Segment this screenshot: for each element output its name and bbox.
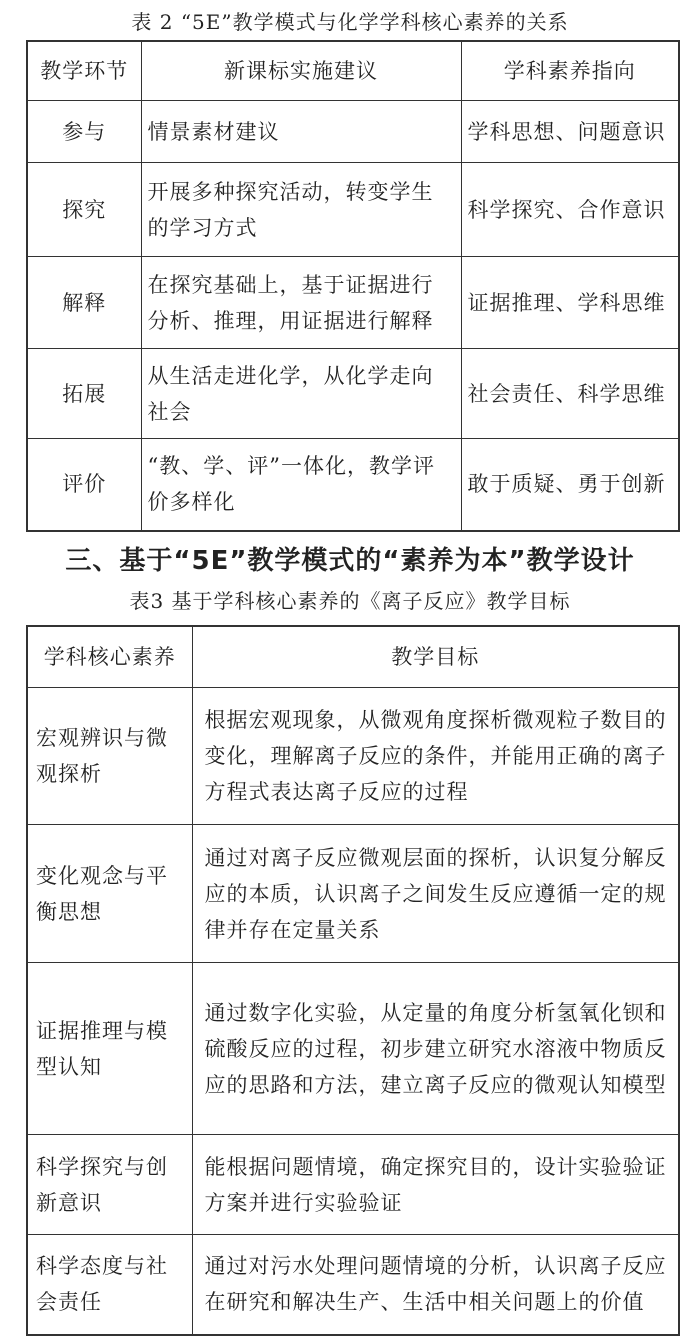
literacy-cell: 科学态度与社会责任 [27, 1235, 192, 1335]
suggestion-cell: 从生活走进化学，从化学走向社会 [141, 349, 461, 439]
column-header-suggestion: 新课标实施建议 [141, 41, 461, 101]
suggestion-cell: 情景素材建议 [141, 101, 461, 163]
table2 [26, 40, 680, 532]
table2-caption: 表 2 “5E”教学模式与化学学科核心素养的关系 [131, 10, 569, 34]
literacy-cell: 证据推理、学科思维 [461, 257, 679, 349]
table3 [26, 625, 680, 1336]
section-heading: 三、基于“5E”教学模式的“素养为本”教学设计 [65, 546, 635, 576]
suggestion-cell: 在探究基础上，基于证据进行分析、推理，用证据进行解释 [141, 257, 461, 349]
table-row [27, 257, 679, 349]
goal-cell: 通过对离子反应微观层面的探析，认识复分解反应的本质，认识离子之间发生反应遵循一定的规律并存在定量关系 [192, 825, 679, 963]
table-header-row [27, 41, 679, 101]
stage-cell: 评价 [27, 439, 141, 531]
table-row [27, 1235, 679, 1335]
literacy-cell: 证据推理与模型认知 [27, 963, 192, 1135]
table-row [27, 163, 679, 257]
table-row [27, 688, 679, 825]
table-header-row [27, 626, 679, 688]
literacy-cell: 学科思想、问题意识 [461, 101, 679, 163]
literacy-cell: 宏观辨识与微观探析 [27, 688, 192, 825]
stage-cell: 拓展 [27, 349, 141, 439]
table3-caption: 表3 基于学科核心素养的《离子反应》教学目标 [129, 589, 571, 613]
stage-cell: 探究 [27, 163, 141, 257]
stage-cell: 参与 [27, 101, 141, 163]
suggestion-cell: “教、学、评”一体化，教学评价多样化 [141, 439, 461, 531]
table-row [27, 349, 679, 439]
column-header-literacy: 学科核心素养 [27, 626, 192, 688]
literacy-cell: 敢于质疑、勇于创新 [461, 439, 679, 531]
column-header-literacy: 学科素养指向 [461, 41, 679, 101]
stage-cell: 解释 [27, 257, 141, 349]
table-row [27, 963, 679, 1135]
literacy-cell: 变化观念与平衡思想 [27, 825, 192, 963]
suggestion-cell: 开展多种探究活动，转变学生的学习方式 [141, 163, 461, 257]
goal-cell: 能根据问题情境，确定探究目的，设计实验验证方案并进行实验验证 [192, 1135, 679, 1235]
table-row [27, 1135, 679, 1235]
goal-cell: 通过数字化实验，从定量的角度分析氢氧化钡和硫酸反应的过程，初步建立研究水溶液中物质反应的思路和方法，建立离子反应的微观认知模型 [192, 963, 679, 1135]
table-row [27, 101, 679, 163]
literacy-cell: 科学探究与创新意识 [27, 1135, 192, 1235]
table-row [27, 825, 679, 963]
column-header-stage: 教学环节 [27, 41, 141, 101]
literacy-cell: 社会责任、科学思维 [461, 349, 679, 439]
goal-cell: 根据宏观现象，从微观角度探析微观粒子数目的变化，理解离子反应的条件，并能用正确的离子方程式表达离子反应的过程 [192, 688, 679, 825]
column-header-goal: 教学目标 [192, 626, 679, 688]
literacy-cell: 科学探究、合作意识 [461, 163, 679, 257]
goal-cell: 通过对污水处理问题情境的分析，认识离子反应在研究和解决生产、生活中相关问题上的价值 [192, 1235, 679, 1335]
table-row [27, 439, 679, 531]
